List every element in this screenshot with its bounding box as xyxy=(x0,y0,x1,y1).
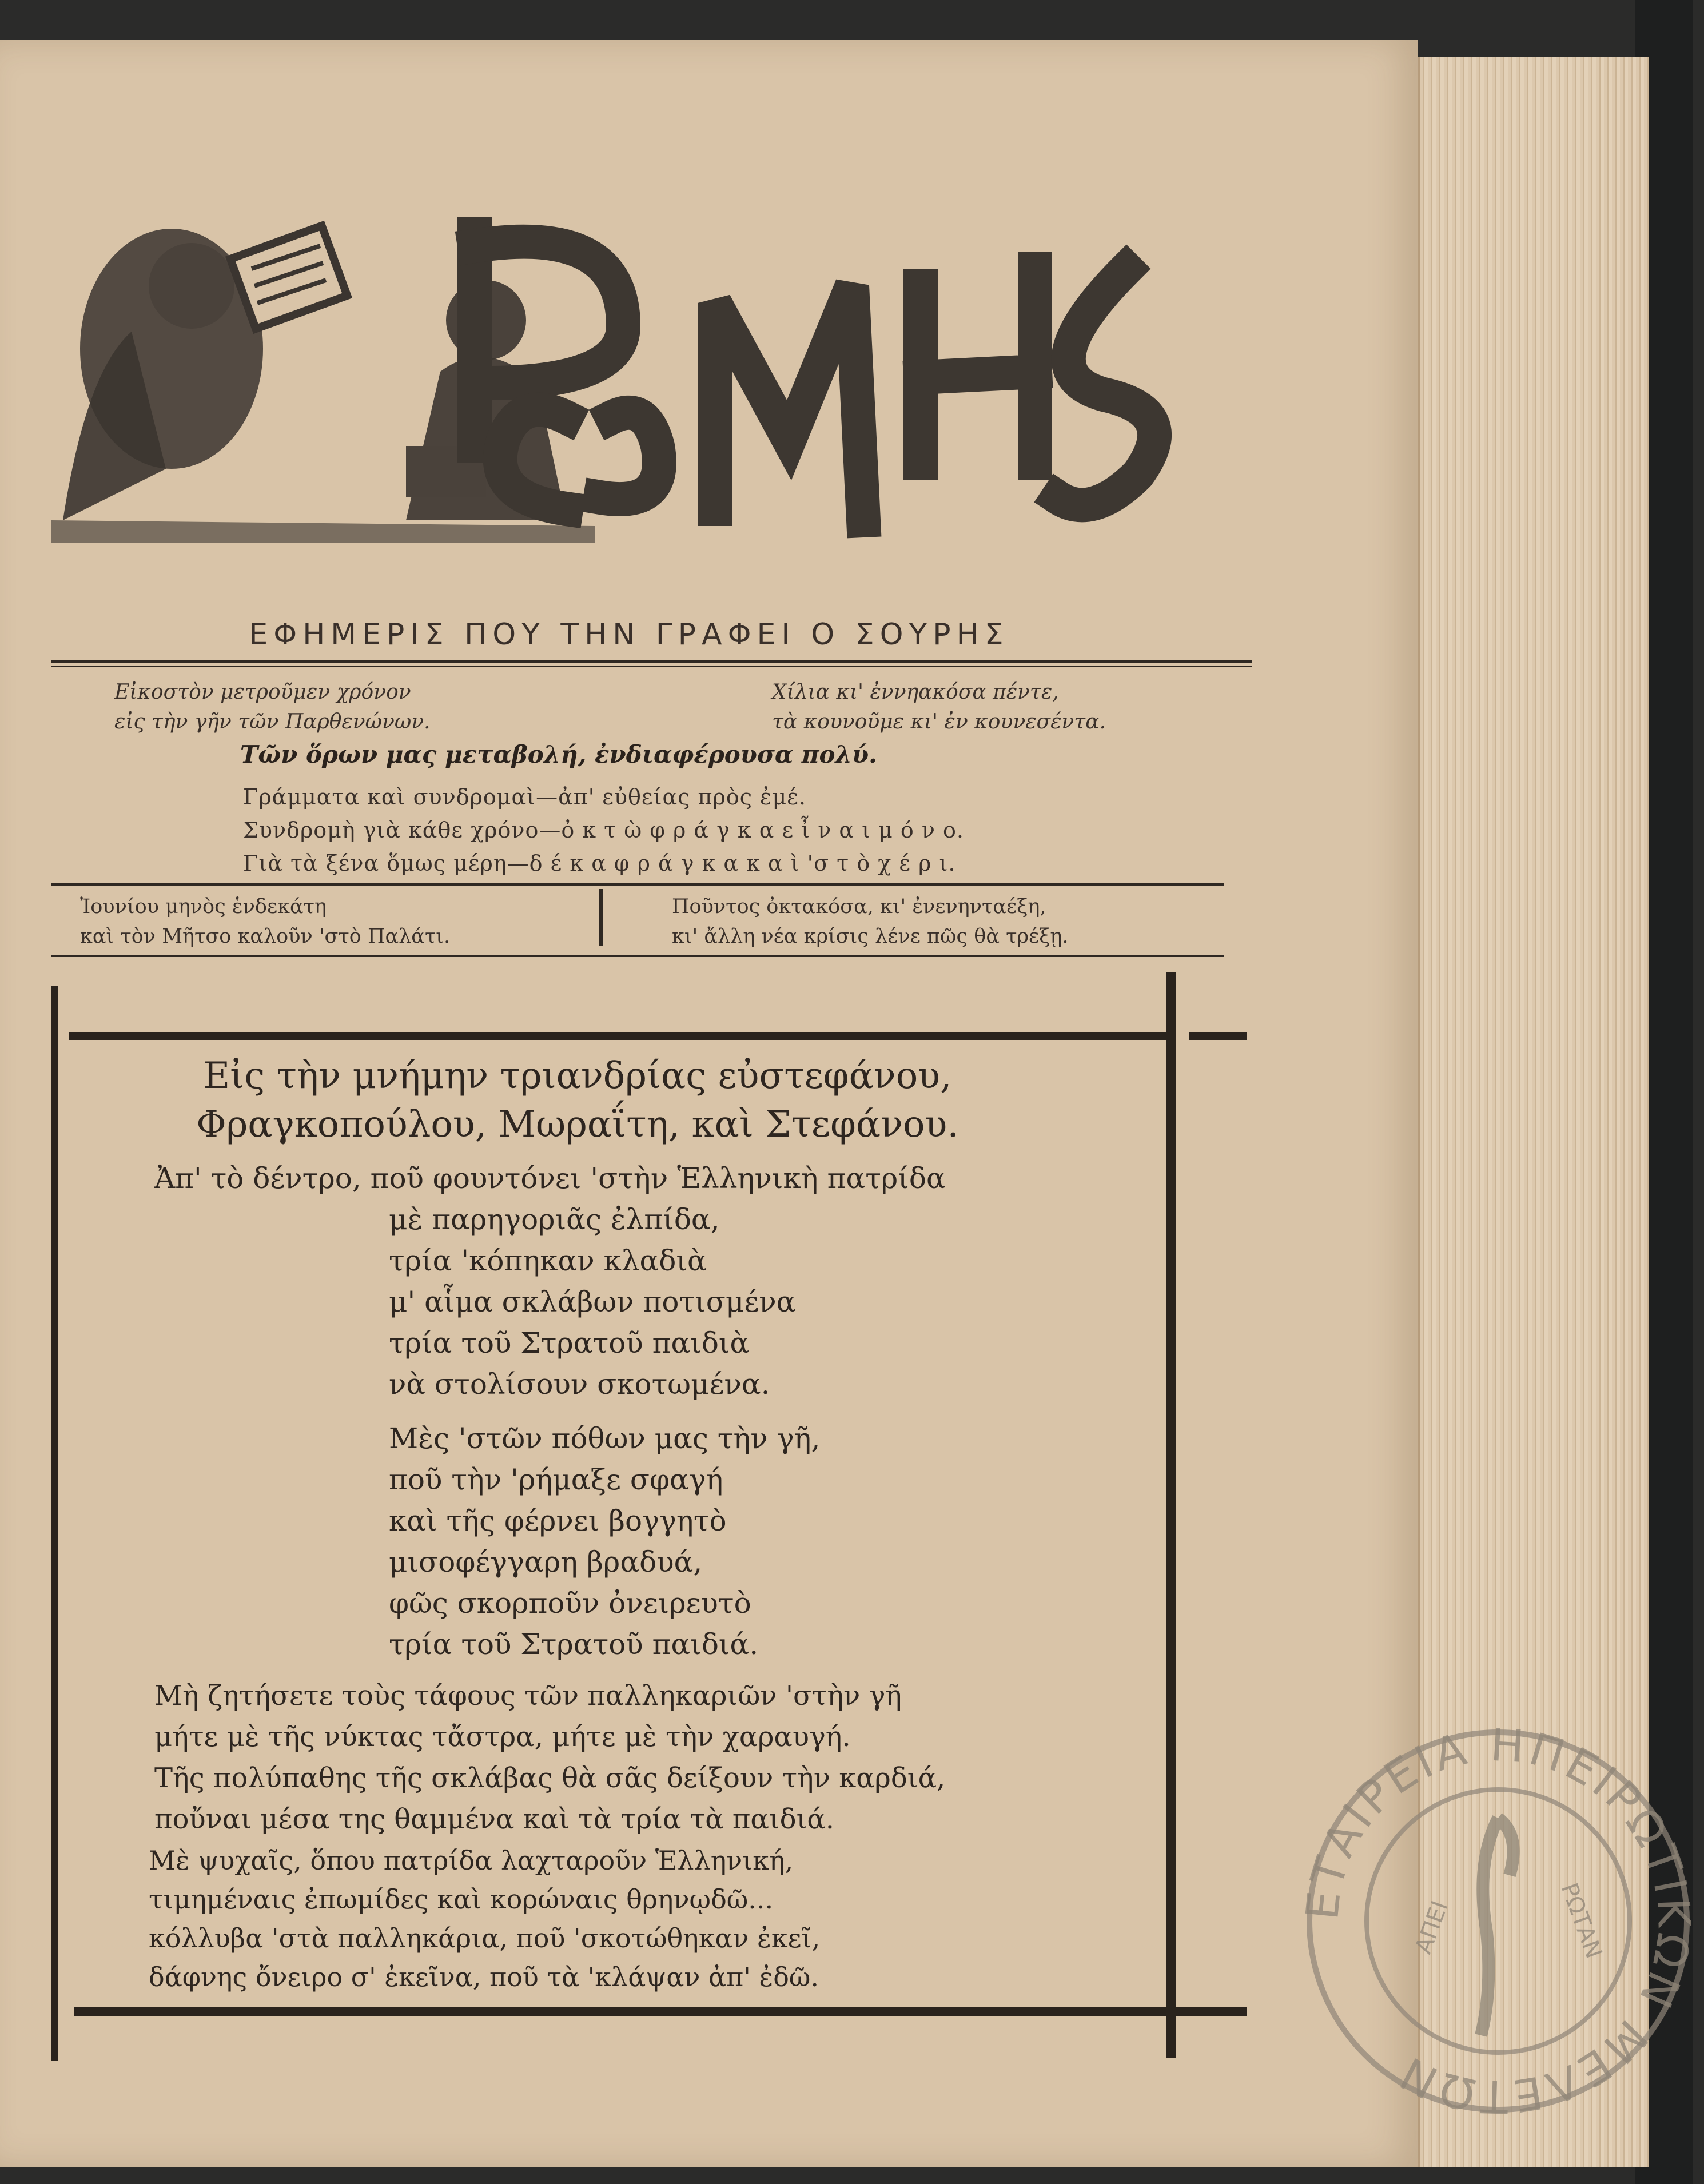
motto-right xyxy=(772,677,1106,737)
rule-top xyxy=(51,660,1252,663)
dateline-right xyxy=(672,892,1069,951)
poem-line: μ' αἷμα σκλάβων ποτισμένα xyxy=(389,1285,796,1318)
poem-stanza-2 xyxy=(389,1418,820,1665)
poem-line: τρία 'κόπηκαν κλαδιὰ xyxy=(389,1244,707,1277)
motto-right-line-2: τὰ κουνοῦμε κι' ἐν κουνεσέντα. xyxy=(772,710,1106,734)
poem-stanza-1 xyxy=(154,1158,946,1405)
poem-line: τρία τοῦ Στρατοῦ παιδιά. xyxy=(389,1628,759,1661)
poem-line: Μὴ ζητήσετε τοὺς τάφους τῶν παλληκαριῶν 'στὴν γῆ xyxy=(154,1680,902,1712)
poem-line: δάφνης ὄνειρο σ' ἐκεῖνα, ποῦ τὰ 'κλάψαν ἀπ' ἐδῶ. xyxy=(149,1962,819,1992)
dateline-right-line-1: Ποῦντος ὀκτακόσα, κι' ἐνενηνταέξη, xyxy=(672,895,1046,918)
poem-line: Μὲ ψυχαῖς, ὅπου πατρίδα λαχταροῦν Ἑλληνική, xyxy=(149,1845,794,1876)
poem-line: μήτε μὲ τῆς νύκτας τἄστρα, μήτε μὲ τὴν χαραυγή. xyxy=(154,1721,851,1753)
frame-top-bar-tail xyxy=(1189,1032,1247,1040)
poem-line: ποῦ τὴν 'ρήμαξε σφαγή xyxy=(389,1463,723,1496)
motto-right-line-1: Χίλια κι' ἐννηακόσα πέντε, xyxy=(772,680,1059,704)
terms-line-3: Γιὰ τὰ ξένα ὅμως μέρη—δ έ κ α φ ρ ά γ κ α κ α ὶ 'σ τ ὸ χ έ ρ ι. xyxy=(243,851,956,876)
masthead-woodcut xyxy=(51,200,1224,555)
frame-top-bar xyxy=(69,1032,1172,1040)
poem-line: κόλλυβα 'στὰ παλληκάρια, ποῦ 'σκοτώθηκαν ἐκεῖ, xyxy=(149,1923,821,1954)
poem-line: τρία τοῦ Στρατοῦ παιδιὰ xyxy=(389,1326,750,1360)
poem-title-line-2: Φραγκοπούλου, Μωραΐτη, καὶ Στεφάνου. xyxy=(196,1103,959,1146)
poem-line: μισοφέγγαρη βραδυά, xyxy=(389,1545,703,1579)
dateline-left-line-1: Ἰουνίου μηνὸς ἑνδεκάτη xyxy=(80,895,327,918)
masthead-illustration xyxy=(51,200,1224,555)
rule-top-thin xyxy=(51,666,1252,667)
frame-bottom-bar xyxy=(74,2007,1247,2016)
poem-stanza-3 xyxy=(154,1675,945,1840)
rule-bottom xyxy=(51,955,1224,957)
dateline-right-line-2: κι' ἄλλη νέα κρίσις λένε πῶς θὰ τρέξῃ. xyxy=(672,925,1069,948)
poem-stanza-4 xyxy=(149,1841,820,1996)
stamp-ring-text: ΕΤΑΙΡΕΙΑ ΗΠΕΙΡΩΤΙΚΩΝ ΜΕΛΕΤΩΝ xyxy=(1296,1719,1699,2122)
frame-right-bar xyxy=(1166,972,1176,2058)
svg-text:ΕΤΑΙΡΕΙΑ ΗΠΕΙΡΩΤΙΚΩΝ ΜΕΛΕΤΩΝ xyxy=(1297,1720,1699,2122)
dateline-left-line-2: καὶ τὸν Μῆτσο καλοῦν 'στὸ Παλάτι. xyxy=(80,925,451,948)
poem-line: ποὔναι μέσα της θαμμένα καὶ τὰ τρία τὰ παιδιά. xyxy=(154,1803,835,1835)
masthead-tagline: ΕΦΗΜΕΡΙΣ ΠΟΥ ΤΗΝ ΓΡΑΦΕΙ Ο ΣΟΥΡΗΣ xyxy=(249,617,1009,652)
poem-line: νὰ στολίσουν σκοτωμένα. xyxy=(389,1368,770,1401)
newspaper-page xyxy=(0,40,1418,2167)
poem-line: καὶ τῆς φέρνει βογγητὸ xyxy=(389,1504,727,1537)
poem-title-line-1: Εἰς τὴν μνήμην τριανδρίας εὐστεφάνου, xyxy=(203,1055,952,1097)
poem-line: φῶς σκορποῦν ὀνειρευτὸ xyxy=(389,1587,751,1620)
motto-left xyxy=(114,677,431,737)
frame-left-bar xyxy=(51,986,58,2061)
poem-line: Τῆς πολύπαθης τῆς σκλάβας θὰ σᾶς δείξουν τὴν καρδιά, xyxy=(154,1762,946,1794)
poem-line: τιμημέναις ἐπωμίδες καὶ κορώναις θρηνῳδῶ... xyxy=(149,1884,774,1915)
terms-line-1: Γράμματα καὶ συνδρομαὶ—ἀπ' εὐθείας πρὸς ἐμέ. xyxy=(243,784,806,810)
poem-line: Μὲς 'στῶν πόθων μας τὴν γῆ, xyxy=(389,1422,821,1455)
subscription-terms xyxy=(243,780,964,880)
poem-line: μὲ παρηγοριᾶς ἐλπίδα, xyxy=(389,1203,720,1236)
terms-line-2: Συνδρομὴ γιὰ κάθε χρόνο—ὀ κ τ ὼ φ ρ ά γ κ α ε ἶ ν α ι μ ό ν ο. xyxy=(243,818,965,843)
motto-left-line-1: Εἰκοστὸν μετροῦμεν χρόνον xyxy=(114,680,411,704)
rule-middle xyxy=(51,883,1224,886)
poem-line: Ἀπ' τὸ δέντρο, ποῦ φουντόνει 'στὴν Ἑλληνικὴ πατρίδα xyxy=(154,1162,946,1195)
stamp-inner-right: ΡΩΤΑΝ xyxy=(1555,1879,1607,1962)
dateline-left xyxy=(80,892,450,951)
dateline-divider xyxy=(599,889,603,946)
stamp-inner-left: ΑΠΕΙ xyxy=(1410,1897,1454,1958)
terms-heading: Τῶν ὅρων μας μεταβολή, ἐνδιαφέρουσα πολύ. xyxy=(240,740,877,768)
library-stamp xyxy=(1292,1715,1704,2127)
motto-left-line-2: εἰς τὴν γῆν τῶν Παρθενώνων. xyxy=(114,710,431,734)
